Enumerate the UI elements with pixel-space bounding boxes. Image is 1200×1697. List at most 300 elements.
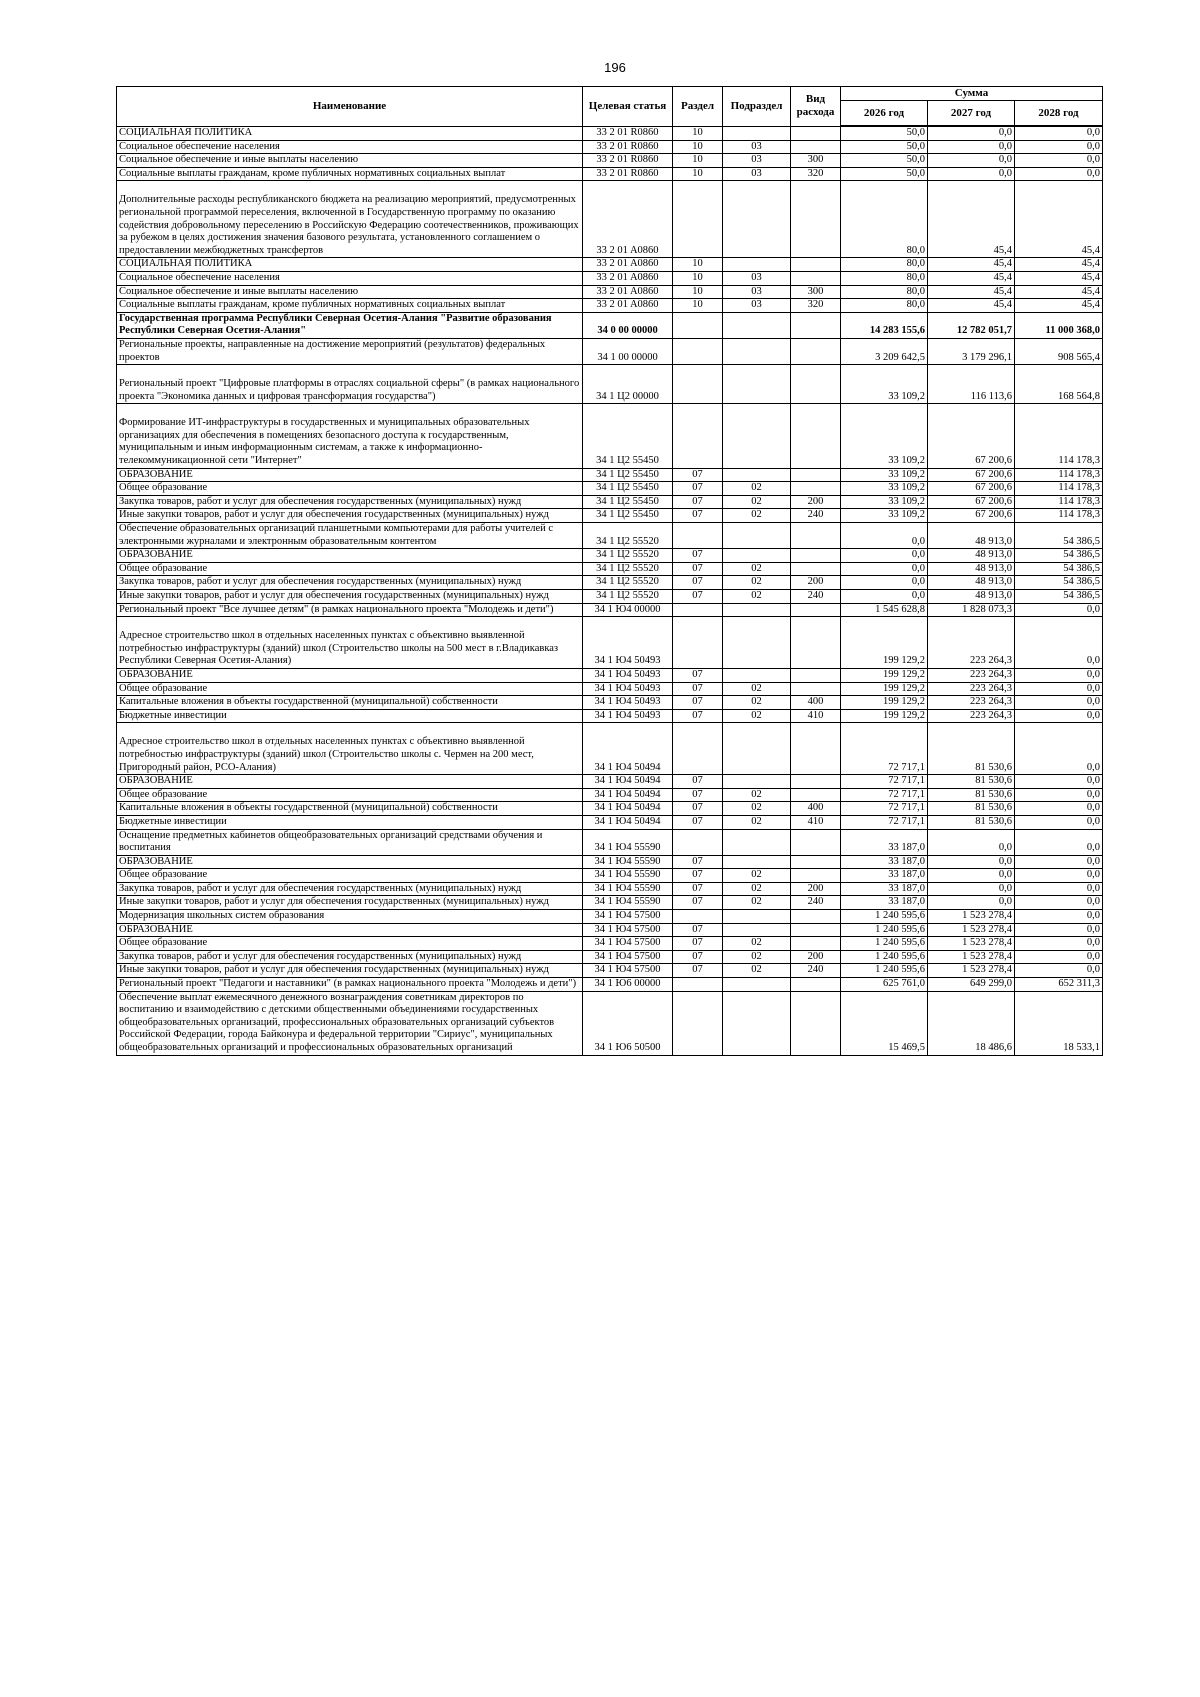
amount-2028-cell: 0,0 — [1015, 869, 1103, 883]
subsection-cell: 03 — [723, 285, 791, 299]
amount-2028-cell: 0,0 — [1015, 140, 1103, 154]
section-cell — [673, 991, 723, 1055]
expense-type-cell: 400 — [791, 696, 841, 710]
section-cell: 07 — [673, 815, 723, 829]
amount-2026-cell: 33 187,0 — [841, 855, 928, 869]
expense-type-cell — [791, 181, 841, 258]
target-cell: 34 1 Ю4 50493 — [583, 617, 673, 669]
section-cell — [673, 617, 723, 669]
table-row — [117, 562, 1103, 576]
page-number: 196 — [604, 60, 626, 75]
expense-type-cell — [791, 869, 841, 883]
subsection-cell: 02 — [723, 869, 791, 883]
expense-type-cell: 200 — [791, 882, 841, 896]
amount-2026-cell: 199 129,2 — [841, 617, 928, 669]
section-cell — [673, 312, 723, 338]
amount-2026-cell: 33 109,2 — [841, 482, 928, 496]
subsection-cell — [723, 312, 791, 338]
amount-2026-cell: 72 717,1 — [841, 788, 928, 802]
section-cell: 07 — [673, 576, 723, 590]
expense-type-cell: 240 — [791, 896, 841, 910]
name-cell: Региональные проекты, направленные на достижение мероприятий (результатов) федеральных проектов — [117, 338, 583, 364]
amount-2026-cell: 14 283 155,6 — [841, 312, 928, 338]
section-cell: 10 — [673, 167, 723, 181]
section-cell — [673, 829, 723, 855]
expense-type-cell: 240 — [791, 509, 841, 523]
amount-2028-cell: 908 565,4 — [1015, 338, 1103, 364]
target-cell: 34 1 Ю4 50493 — [583, 709, 673, 723]
target-cell: 34 1 Ю4 57500 — [583, 910, 673, 924]
amount-2026-cell: 33 187,0 — [841, 882, 928, 896]
amount-2027-cell: 48 913,0 — [928, 590, 1015, 604]
target-cell: 34 1 Ц2 55520 — [583, 549, 673, 563]
section-cell: 07 — [673, 468, 723, 482]
table-row — [117, 404, 1103, 468]
table-row — [117, 181, 1103, 258]
target-cell: 34 1 00 00000 — [583, 338, 673, 364]
subsection-cell: 02 — [723, 964, 791, 978]
expense-type-cell: 240 — [791, 964, 841, 978]
amount-2027-cell: 0,0 — [928, 140, 1015, 154]
subsection-cell — [723, 126, 791, 140]
section-cell: 07 — [673, 682, 723, 696]
section-cell: 07 — [673, 495, 723, 509]
name-cell: Общее образование — [117, 869, 583, 883]
target-cell: 34 1 Ю4 50493 — [583, 668, 673, 682]
section-cell: 07 — [673, 923, 723, 937]
name-cell: Закупка товаров, работ и услуг для обеспечения государственных (муниципальных) нужд — [117, 950, 583, 964]
name-cell: СОЦИАЛЬНАЯ ПОЛИТИКА — [117, 126, 583, 140]
subsection-cell — [723, 923, 791, 937]
target-cell: 34 1 Ю4 50493 — [583, 696, 673, 710]
table-row — [117, 696, 1103, 710]
amount-2026-cell: 33 109,2 — [841, 495, 928, 509]
target-cell: 34 1 Ц2 55450 — [583, 404, 673, 468]
expense-type-cell — [791, 338, 841, 364]
amount-2028-cell: 0,0 — [1015, 603, 1103, 617]
amount-2026-cell: 33 187,0 — [841, 896, 928, 910]
amount-2028-cell: 45,4 — [1015, 271, 1103, 285]
table-row — [117, 549, 1103, 563]
table-row — [117, 154, 1103, 168]
amount-2028-cell: 54 386,5 — [1015, 590, 1103, 604]
expense-type-cell — [791, 549, 841, 563]
target-cell: 34 1 Ю4 57500 — [583, 950, 673, 964]
amount-2026-cell: 1 240 595,6 — [841, 950, 928, 964]
name-cell: Иные закупки товаров, работ и услуг для обеспечения государственных (муниципальных) нужд — [117, 964, 583, 978]
name-cell: Закупка товаров, работ и услуг для обеспечения государственных (муниципальных) нужд — [117, 882, 583, 896]
subsection-cell — [723, 723, 791, 775]
subsection-cell: 02 — [723, 682, 791, 696]
table-row — [117, 964, 1103, 978]
header-year-2028: 2028 год — [1015, 101, 1103, 127]
expense-type-cell: 240 — [791, 590, 841, 604]
amount-2027-cell: 0,0 — [928, 896, 1015, 910]
section-cell: 07 — [673, 696, 723, 710]
expense-type-cell — [791, 682, 841, 696]
name-cell: Формирование ИТ-инфраструктуры в государственных и муниципальных образовательных организациях для обеспечения в помещениях безопасного доступа к государственным, муниципальным и иным информационным системам, а также к информационно-телекоммуникационной сети "Интернет" — [117, 404, 583, 468]
expense-type-cell — [791, 365, 841, 404]
amount-2027-cell: 45,4 — [928, 271, 1015, 285]
header-year-2026: 2026 год — [841, 101, 928, 127]
amount-2028-cell: 0,0 — [1015, 696, 1103, 710]
amount-2028-cell: 114 178,3 — [1015, 468, 1103, 482]
table-row — [117, 482, 1103, 496]
target-cell: 34 1 Ц2 55520 — [583, 590, 673, 604]
table-row — [117, 468, 1103, 482]
amount-2028-cell: 45,4 — [1015, 181, 1103, 258]
section-cell: 07 — [673, 482, 723, 496]
amount-2027-cell: 649 299,0 — [928, 978, 1015, 992]
table-row — [117, 978, 1103, 992]
section-cell: 10 — [673, 299, 723, 313]
name-cell: ОБРАЗОВАНИЕ — [117, 668, 583, 682]
table-row — [117, 140, 1103, 154]
subsection-cell: 02 — [723, 509, 791, 523]
table-row — [117, 802, 1103, 816]
amount-2028-cell: 0,0 — [1015, 923, 1103, 937]
amount-2026-cell: 80,0 — [841, 299, 928, 313]
amount-2026-cell: 33 109,2 — [841, 365, 928, 404]
table-row — [117, 991, 1103, 1055]
amount-2027-cell: 3 179 296,1 — [928, 338, 1015, 364]
subsection-cell — [723, 991, 791, 1055]
expense-type-cell: 320 — [791, 299, 841, 313]
amount-2026-cell: 0,0 — [841, 562, 928, 576]
amount-2026-cell: 80,0 — [841, 285, 928, 299]
amount-2028-cell: 45,4 — [1015, 285, 1103, 299]
amount-2026-cell: 80,0 — [841, 258, 928, 272]
subsection-cell — [723, 603, 791, 617]
target-cell: 33 2 01 A0860 — [583, 271, 673, 285]
target-cell: 33 2 01 A0860 — [583, 258, 673, 272]
table-row — [117, 509, 1103, 523]
subsection-cell: 02 — [723, 590, 791, 604]
amount-2027-cell: 67 200,6 — [928, 404, 1015, 468]
amount-2028-cell: 0,0 — [1015, 896, 1103, 910]
amount-2026-cell: 0,0 — [841, 549, 928, 563]
amount-2027-cell: 81 530,6 — [928, 723, 1015, 775]
subsection-cell: 02 — [723, 562, 791, 576]
section-cell: 07 — [673, 950, 723, 964]
expense-type-cell — [791, 562, 841, 576]
amount-2028-cell: 0,0 — [1015, 617, 1103, 669]
subsection-cell — [723, 855, 791, 869]
amount-2028-cell: 0,0 — [1015, 154, 1103, 168]
amount-2027-cell: 18 486,6 — [928, 991, 1015, 1055]
name-cell: Региональный проект "Все лучшее детям" (в рамках национального проекта "Молодежь и дети") — [117, 603, 583, 617]
subsection-cell — [723, 365, 791, 404]
name-cell: Бюджетные инвестиции — [117, 815, 583, 829]
amount-2026-cell: 33 109,2 — [841, 468, 928, 482]
name-cell: ОБРАЗОВАНИЕ — [117, 468, 583, 482]
table-row — [117, 495, 1103, 509]
table-row — [117, 617, 1103, 669]
section-cell: 07 — [673, 882, 723, 896]
target-cell: 33 2 01 A0860 — [583, 181, 673, 258]
section-cell: 10 — [673, 140, 723, 154]
name-cell: Иные закупки товаров, работ и услуг для обеспечения государственных (муниципальных) нужд — [117, 896, 583, 910]
amount-2028-cell: 0,0 — [1015, 775, 1103, 789]
expense-type-cell: 320 — [791, 167, 841, 181]
name-cell: Общее образование — [117, 482, 583, 496]
amount-2027-cell: 1 523 278,4 — [928, 950, 1015, 964]
amount-2028-cell: 0,0 — [1015, 937, 1103, 951]
amount-2026-cell: 1 240 595,6 — [841, 937, 928, 951]
section-cell: 07 — [673, 896, 723, 910]
subsection-cell: 02 — [723, 815, 791, 829]
amount-2027-cell: 67 200,6 — [928, 495, 1015, 509]
target-cell: 34 1 Ю4 57500 — [583, 923, 673, 937]
target-cell: 34 1 Ю4 50494 — [583, 802, 673, 816]
amount-2028-cell: 54 386,5 — [1015, 549, 1103, 563]
section-cell — [673, 365, 723, 404]
amount-2027-cell: 45,4 — [928, 181, 1015, 258]
section-cell: 07 — [673, 562, 723, 576]
expense-type-cell: 400 — [791, 802, 841, 816]
amount-2028-cell: 0,0 — [1015, 723, 1103, 775]
amount-2026-cell: 50,0 — [841, 154, 928, 168]
subsection-cell — [723, 523, 791, 549]
section-cell: 07 — [673, 937, 723, 951]
section-cell: 07 — [673, 964, 723, 978]
table-row — [117, 338, 1103, 364]
amount-2028-cell: 11 000 368,0 — [1015, 312, 1103, 338]
name-cell: Региональный проект "Педагоги и наставники" (в рамках национального проекта "Молодежь и дети") — [117, 978, 583, 992]
section-cell: 10 — [673, 126, 723, 140]
section-cell — [673, 910, 723, 924]
amount-2027-cell: 67 200,6 — [928, 468, 1015, 482]
table-row — [117, 882, 1103, 896]
header-sum: Сумма — [841, 87, 1103, 101]
expense-type-cell — [791, 523, 841, 549]
subsection-cell: 02 — [723, 937, 791, 951]
table-row — [117, 576, 1103, 590]
target-cell: 33 2 01 A0860 — [583, 285, 673, 299]
table-row — [117, 312, 1103, 338]
amount-2027-cell: 81 530,6 — [928, 788, 1015, 802]
budget-table — [116, 86, 1103, 1056]
table-row — [117, 126, 1103, 140]
table-row — [117, 896, 1103, 910]
name-cell: Адресное строительство школ в отдельных населенных пунктах с объективно выявленной потребностью инфраструктуры (зданий) школ (Строительство школы с. Чермен на 200 мест, Пригородный район, РСО-Алания) — [117, 723, 583, 775]
expense-type-cell — [791, 668, 841, 682]
name-cell: Социальное обеспечение и иные выплаты населению — [117, 285, 583, 299]
amount-2027-cell: 223 264,3 — [928, 617, 1015, 669]
subsection-cell: 02 — [723, 482, 791, 496]
table-row — [117, 271, 1103, 285]
subsection-cell: 03 — [723, 299, 791, 313]
amount-2028-cell: 0,0 — [1015, 882, 1103, 896]
name-cell: Общее образование — [117, 562, 583, 576]
amount-2028-cell: 0,0 — [1015, 829, 1103, 855]
subsection-cell: 02 — [723, 709, 791, 723]
subsection-cell — [723, 181, 791, 258]
amount-2026-cell: 72 717,1 — [841, 723, 928, 775]
subsection-cell — [723, 258, 791, 272]
table-row — [117, 285, 1103, 299]
amount-2026-cell: 3 209 642,5 — [841, 338, 928, 364]
subsection-cell: 02 — [723, 788, 791, 802]
expense-type-cell — [791, 910, 841, 924]
name-cell: Общее образование — [117, 682, 583, 696]
amount-2028-cell: 0,0 — [1015, 855, 1103, 869]
name-cell: Адресное строительство школ в отдельных населенных пунктах с объективно выявленной потребностью инфраструктуры (зданий) школ (Строительство школы на 500 мест в г.Владикавказ Республики Северная Осетия-Алания) — [117, 617, 583, 669]
target-cell: 34 1 Ю4 55590 — [583, 882, 673, 896]
section-cell: 07 — [673, 549, 723, 563]
expense-type-cell — [791, 482, 841, 496]
table-body — [117, 126, 1103, 1055]
name-cell: Социальные выплаты гражданам, кроме публичных нормативных социальных выплат — [117, 167, 583, 181]
target-cell: 34 1 Ц2 55520 — [583, 576, 673, 590]
table-row — [117, 365, 1103, 404]
name-cell: СОЦИАЛЬНАЯ ПОЛИТИКА — [117, 258, 583, 272]
subsection-cell: 03 — [723, 140, 791, 154]
amount-2027-cell: 48 913,0 — [928, 523, 1015, 549]
amount-2027-cell: 1 523 278,4 — [928, 937, 1015, 951]
expense-type-cell: 200 — [791, 576, 841, 590]
expense-type-cell — [791, 603, 841, 617]
amount-2027-cell: 223 264,3 — [928, 709, 1015, 723]
amount-2027-cell: 223 264,3 — [928, 696, 1015, 710]
table-row — [117, 910, 1103, 924]
subsection-cell — [723, 829, 791, 855]
section-cell: 07 — [673, 869, 723, 883]
name-cell: Социальные выплаты гражданам, кроме публичных нормативных социальных выплат — [117, 299, 583, 313]
amount-2027-cell: 0,0 — [928, 869, 1015, 883]
amount-2028-cell: 0,0 — [1015, 167, 1103, 181]
amount-2027-cell: 81 530,6 — [928, 815, 1015, 829]
table-row — [117, 775, 1103, 789]
amount-2027-cell: 0,0 — [928, 167, 1015, 181]
expense-type-cell — [791, 271, 841, 285]
amount-2027-cell: 0,0 — [928, 855, 1015, 869]
amount-2026-cell: 0,0 — [841, 523, 928, 549]
amount-2026-cell: 33 109,2 — [841, 509, 928, 523]
amount-2026-cell: 33 187,0 — [841, 829, 928, 855]
table-row — [117, 258, 1103, 272]
expense-type-cell — [791, 617, 841, 669]
name-cell: Социальное обеспечение населения — [117, 271, 583, 285]
name-cell: Закупка товаров, работ и услуг для обеспечения государственных (муниципальных) нужд — [117, 576, 583, 590]
table-row — [117, 723, 1103, 775]
target-cell: 33 2 01 R0860 — [583, 140, 673, 154]
expense-type-cell — [791, 258, 841, 272]
table-row — [117, 167, 1103, 181]
expense-type-cell: 410 — [791, 709, 841, 723]
amount-2028-cell: 0,0 — [1015, 950, 1103, 964]
expense-type-cell: 410 — [791, 815, 841, 829]
subsection-cell — [723, 978, 791, 992]
amount-2028-cell: 114 178,3 — [1015, 509, 1103, 523]
target-cell: 34 1 Ю6 00000 — [583, 978, 673, 992]
amount-2027-cell: 223 264,3 — [928, 682, 1015, 696]
amount-2027-cell: 48 913,0 — [928, 562, 1015, 576]
section-cell: 10 — [673, 154, 723, 168]
amount-2026-cell: 33 187,0 — [841, 869, 928, 883]
subsection-cell: 02 — [723, 696, 791, 710]
amount-2026-cell: 33 109,2 — [841, 404, 928, 468]
amount-2026-cell: 199 129,2 — [841, 668, 928, 682]
expense-type-cell — [791, 829, 841, 855]
header-target: Целевая статья — [583, 87, 673, 127]
header-expense-type: Вид расхода — [791, 87, 841, 127]
name-cell: ОБРАЗОВАНИЕ — [117, 855, 583, 869]
name-cell: ОБРАЗОВАНИЕ — [117, 549, 583, 563]
target-cell: 34 1 Ю4 50494 — [583, 775, 673, 789]
amount-2026-cell: 0,0 — [841, 590, 928, 604]
amount-2026-cell: 199 129,2 — [841, 709, 928, 723]
amount-2028-cell: 0,0 — [1015, 126, 1103, 140]
amount-2027-cell: 45,4 — [928, 299, 1015, 313]
amount-2027-cell: 116 113,6 — [928, 365, 1015, 404]
section-cell: 07 — [673, 802, 723, 816]
section-cell: 07 — [673, 775, 723, 789]
expense-type-cell — [791, 978, 841, 992]
expense-type-cell: 200 — [791, 950, 841, 964]
amount-2027-cell: 45,4 — [928, 258, 1015, 272]
amount-2028-cell: 114 178,3 — [1015, 404, 1103, 468]
amount-2028-cell: 18 533,1 — [1015, 991, 1103, 1055]
amount-2027-cell: 48 913,0 — [928, 576, 1015, 590]
amount-2026-cell: 1 240 595,6 — [841, 923, 928, 937]
header-subsection: Подраздел — [723, 87, 791, 127]
amount-2028-cell: 0,0 — [1015, 815, 1103, 829]
amount-2027-cell: 1 828 073,3 — [928, 603, 1015, 617]
expense-type-cell — [791, 126, 841, 140]
section-cell — [673, 978, 723, 992]
expense-type-cell: 200 — [791, 495, 841, 509]
target-cell: 33 2 01 R0860 — [583, 154, 673, 168]
amount-2026-cell: 1 240 595,6 — [841, 964, 928, 978]
target-cell: 34 1 Ю4 55590 — [583, 896, 673, 910]
amount-2027-cell: 0,0 — [928, 126, 1015, 140]
amount-2026-cell: 50,0 — [841, 167, 928, 181]
section-cell — [673, 723, 723, 775]
subsection-cell: 02 — [723, 896, 791, 910]
name-cell: Иные закупки товаров, работ и услуг для обеспечения государственных (муниципальных) нужд — [117, 590, 583, 604]
section-cell — [673, 523, 723, 549]
target-cell: 34 1 Ц2 55450 — [583, 468, 673, 482]
amount-2026-cell: 72 717,1 — [841, 775, 928, 789]
table-row — [117, 815, 1103, 829]
expense-type-cell — [791, 312, 841, 338]
target-cell: 34 1 Ю4 50494 — [583, 723, 673, 775]
table-row — [117, 923, 1103, 937]
amount-2028-cell: 652 311,3 — [1015, 978, 1103, 992]
amount-2028-cell: 0,0 — [1015, 802, 1103, 816]
amount-2026-cell: 199 129,2 — [841, 682, 928, 696]
amount-2026-cell: 199 129,2 — [841, 696, 928, 710]
amount-2028-cell: 168 564,8 — [1015, 365, 1103, 404]
amount-2028-cell: 45,4 — [1015, 299, 1103, 313]
amount-2027-cell: 67 200,6 — [928, 482, 1015, 496]
section-cell: 07 — [673, 590, 723, 604]
expense-type-cell — [791, 991, 841, 1055]
amount-2027-cell: 48 913,0 — [928, 549, 1015, 563]
subsection-cell: 03 — [723, 154, 791, 168]
subsection-cell: 02 — [723, 950, 791, 964]
name-cell: Иные закупки товаров, работ и услуг для обеспечения государственных (муниципальных) нужд — [117, 509, 583, 523]
target-cell: 34 1 Ю4 57500 — [583, 937, 673, 951]
expense-type-cell: 300 — [791, 154, 841, 168]
table-row — [117, 829, 1103, 855]
section-cell: 07 — [673, 668, 723, 682]
section-cell: 10 — [673, 285, 723, 299]
subsection-cell: 03 — [723, 167, 791, 181]
amount-2028-cell: 54 386,5 — [1015, 562, 1103, 576]
amount-2028-cell: 0,0 — [1015, 910, 1103, 924]
